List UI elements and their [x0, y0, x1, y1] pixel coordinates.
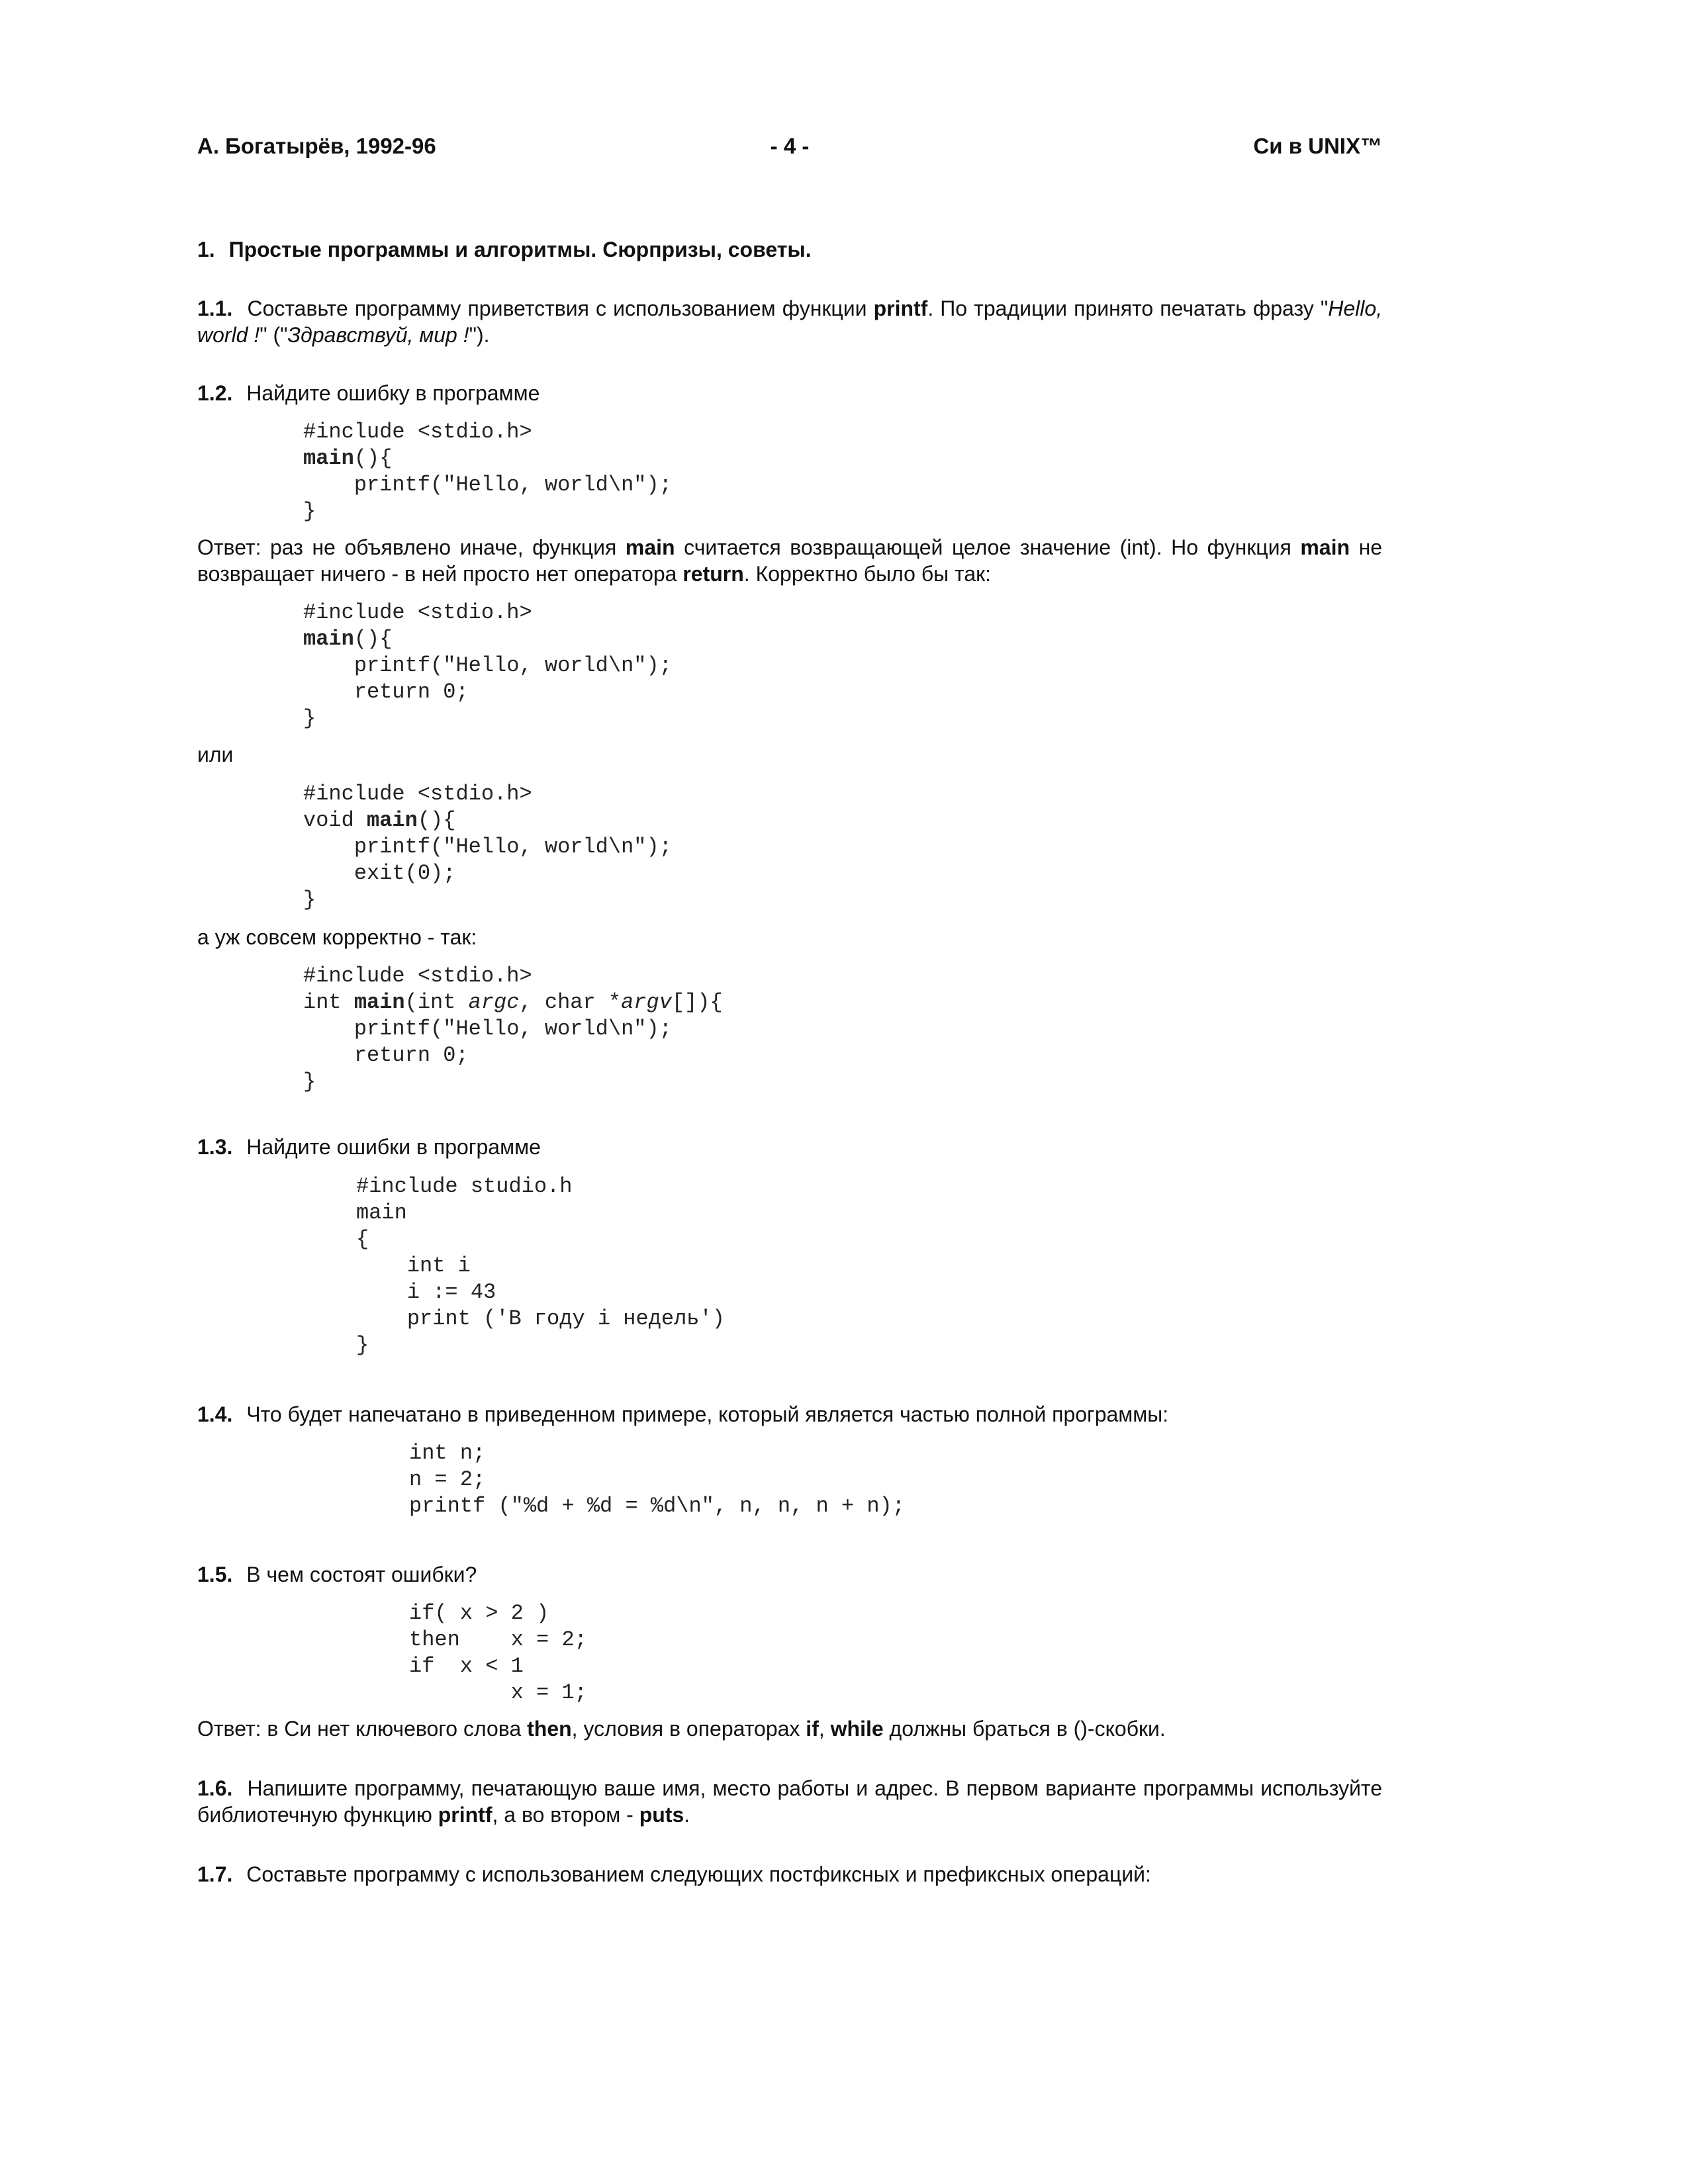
exercise-1-5-title: [197, 1561, 1382, 1588]
code-line: if x < 1: [409, 1654, 524, 1678]
code-line: int n;: [409, 1441, 486, 1465]
code-line: printf("Hello, world\n");: [303, 835, 672, 859]
exercise-1-1: [197, 295, 1382, 348]
code-line: (){: [353, 446, 393, 471]
code-block-6: [409, 1440, 905, 1520]
keyword: while: [830, 1717, 884, 1741]
code-block-3: [303, 781, 672, 913]
chapter-title: Простые программы и алгоритмы. Сюрпризы, советы.: [228, 238, 812, 261]
answer-1-2: [197, 534, 1382, 587]
keyword: main: [1300, 535, 1350, 559]
running-header: [197, 134, 1382, 167]
code-block-2: [303, 600, 672, 732]
text-run: ,: [818, 1717, 825, 1741]
text-run: . Корректно было бы так:: [743, 562, 992, 586]
italic-phrase: Здравствуй, мир !: [287, 323, 469, 347]
text-run: .: [684, 1803, 690, 1827]
exercise-1-6: [197, 1775, 1382, 1828]
exercise-number: 1.1.: [197, 296, 233, 320]
code-line: , char *: [519, 990, 622, 1015]
code-line: #include <stdio.h>: [303, 782, 532, 806]
code-line: printf ("%d + %d = %d\n", n, n, n + n);: [409, 1494, 905, 1518]
text-run: Напишите программу, печатающую ваше имя, место работы и адрес. В первом варианте программы используйте библиотечную функцию: [197, 1776, 1383, 1827]
code-line: (){: [417, 808, 456, 833]
code-line: if( x > 2 ): [409, 1601, 549, 1625]
code-block-4: [303, 963, 723, 1095]
code-line: #include <stdio.h>: [303, 420, 532, 444]
code-function: main: [367, 808, 418, 833]
exercise-number: 1.7.: [197, 1862, 233, 1886]
text-run: , условия в операторах: [571, 1717, 800, 1741]
italic-phrase: Hello, world !: [197, 296, 1383, 347]
code-line: return 0;: [303, 1043, 469, 1068]
document-page: [197, 0, 1382, 2184]
answer-1-5: [197, 1715, 1382, 1742]
exercise-number: 1.6.: [197, 1776, 233, 1800]
exercise-title: Что будет напечатано в приведенном примере, который является частью полной программы:: [246, 1402, 1169, 1426]
code-line: void: [303, 808, 367, 833]
text-run: ").: [469, 323, 490, 347]
code-line: n = 2;: [409, 1467, 486, 1492]
code-line: }: [303, 1069, 316, 1094]
header-author: А. Богатырёв, 1992-96: [197, 134, 436, 158]
code-param: argc: [468, 990, 520, 1015]
code-line: #include studio.h: [356, 1174, 573, 1199]
code-line: printf("Hello, world\n");: [303, 653, 672, 678]
code-block-7: [409, 1600, 587, 1706]
keyword: if: [806, 1717, 819, 1741]
code-line: }: [303, 499, 316, 523]
code-block-1: [303, 419, 672, 525]
exercise-title: Составьте программу с использованием следующих постфиксных и префиксных операций:: [246, 1862, 1151, 1886]
code-line: }: [303, 706, 316, 731]
chapter-number: 1.: [197, 238, 215, 261]
code-line: }: [356, 1333, 369, 1357]
exercise-1-7-title: [197, 1861, 1382, 1888]
code-line: (int: [404, 990, 469, 1015]
function-name: printf: [438, 1803, 492, 1827]
code-function: main: [303, 446, 354, 471]
exercise-number: 1.3.: [197, 1135, 233, 1159]
exercise-title: В чем состоят ошибки?: [246, 1563, 477, 1586]
code-line: (){: [353, 627, 393, 651]
keyword: then: [527, 1717, 572, 1741]
text-run: Составьте программу приветствия с использованием функции: [247, 296, 867, 320]
keyword: return: [682, 562, 744, 586]
header-page-number: - 4 -: [770, 134, 810, 158]
code-line: []){: [671, 990, 723, 1015]
code-function: main: [303, 627, 354, 651]
text-run: должны браться в ()-скобки.: [889, 1717, 1166, 1741]
code-line: #include <stdio.h>: [303, 964, 532, 988]
code-line: x = 1;: [409, 1680, 587, 1705]
code-function: main: [353, 990, 405, 1015]
exercise-1-2-title: [197, 380, 1382, 406]
code-line: print ('В году i недель'): [356, 1306, 725, 1331]
text-run: . По традиции принято печатать фразу ": [927, 296, 1329, 320]
chapter-heading: [197, 236, 1382, 263]
code-line: #include <stdio.h>: [303, 600, 532, 625]
header-book-title: Си в UNIX™: [1253, 134, 1382, 158]
code-line: printf("Hello, world\n");: [303, 473, 672, 497]
function-name: puts: [639, 1803, 684, 1827]
exercise-number: 1.5.: [197, 1563, 233, 1586]
exercise-1-3-title: [197, 1134, 1382, 1160]
text-run: считается возвращающей целое значение (int). Но функция: [684, 535, 1291, 559]
code-line: then x = 2;: [409, 1627, 587, 1652]
text-run: " (": [259, 323, 288, 347]
code-line: i := 43: [356, 1280, 496, 1304]
correct-label: а уж совсем корректно - так:: [197, 925, 477, 949]
code-line: main: [356, 1201, 407, 1225]
function-name: printf: [873, 296, 928, 320]
code-line: {: [356, 1227, 369, 1251]
or-label: или: [197, 743, 234, 766]
text-run: Ответ: в Си нет ключевого слова: [197, 1717, 522, 1741]
exercise-number: 1.4.: [197, 1402, 233, 1426]
exercise-1-4-title: [197, 1401, 1382, 1428]
text-run: , а во втором -: [492, 1803, 633, 1827]
code-line: int: [303, 990, 354, 1015]
text-run: Ответ: раз не объявлено иначе, функция: [197, 535, 617, 559]
code-line: int i: [356, 1253, 471, 1278]
exercise-number: 1.2.: [197, 381, 233, 405]
exercise-title: Найдите ошибку в программе: [246, 381, 540, 405]
code-line: printf("Hello, world\n");: [303, 1017, 672, 1041]
code-param: argv: [621, 990, 672, 1015]
exercise-title: Найдите ошибки в программе: [246, 1135, 541, 1159]
code-line: }: [303, 887, 316, 912]
text-run: не возвращает ничего - в ней просто нет оператора: [197, 535, 1383, 586]
code-line: return 0;: [303, 680, 469, 704]
code-block-5: [356, 1173, 725, 1359]
code-line: exit(0);: [303, 861, 456, 886]
keyword: main: [625, 535, 675, 559]
